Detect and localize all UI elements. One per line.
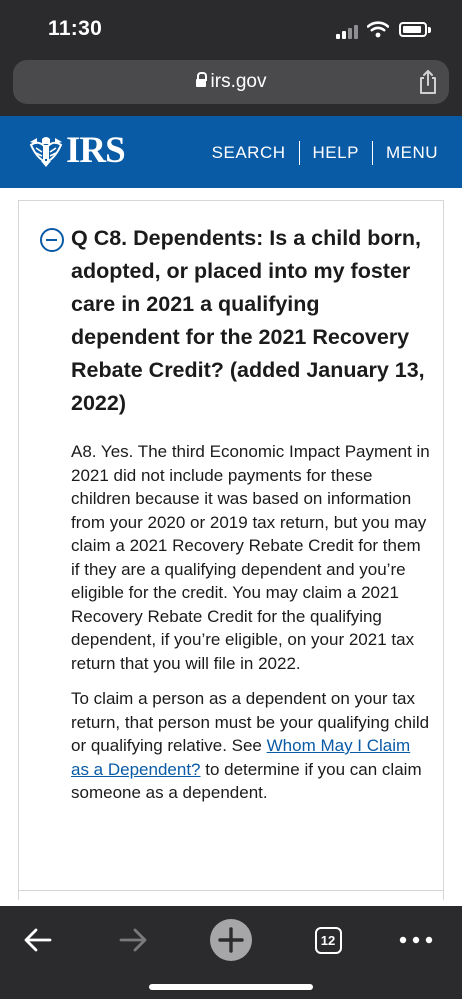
answer-paragraph: A8. Yes. The third Economic Impact Payment in 2021 did not include payments for these children because it was based on information from your 2020 or 2019 tax return, but you may claim a 2021 Recovery Rebate Credit for them if they are a qualifying dependent and you’re eligible for the credit. You may claim a 2021 Recovery Rebate Credit for the qualifying dependent, if you’re eligible, on your 2021 tax return that you will file in 2022. — [71, 442, 430, 673]
collapse-minus-icon[interactable] — [40, 228, 64, 252]
nav-divider — [299, 141, 300, 165]
tabs-button[interactable] — [303, 916, 353, 964]
faq-answer — [71, 440, 431, 817]
new-tab-button[interactable] — [206, 916, 256, 964]
more-button[interactable] — [391, 916, 441, 964]
status-bar — [0, 0, 462, 58]
nav-search-link[interactable]: SEARCH — [211, 143, 286, 162]
address-bar[interactable] — [13, 60, 449, 104]
whom-may-i-claim-link[interactable]: Whom May I Claim as a Dependent? — [71, 736, 411, 779]
lock-icon — [196, 76, 206, 88]
irs-logo[interactable] — [28, 130, 125, 171]
home-indicator — [149, 984, 313, 990]
nav-divider — [372, 141, 373, 165]
url-text: irs.gov — [210, 71, 267, 92]
site-header — [0, 116, 462, 188]
browser-bottom-toolbar — [0, 906, 462, 999]
divider — [18, 890, 444, 891]
battery-icon — [399, 22, 427, 37]
nav-menu-link[interactable]: MENU — [385, 143, 438, 162]
irs-logo-text: IRS — [66, 130, 125, 171]
faq-question-heading[interactable]: Q C8. Dependents: Is a child born, adopted, or placed into my foster care in 2021 a qualifying dependent for the 2021 Recovery Rebate Credit? (added January 13, 2022) — [71, 226, 425, 415]
back-arrow-icon — [23, 927, 53, 953]
eagle-icon — [28, 134, 64, 168]
signal-strength-icon — [336, 23, 360, 39]
nav-help-link[interactable]: HELP — [312, 143, 359, 162]
header-nav — [212, 141, 438, 165]
forward-arrow-icon — [118, 927, 148, 953]
share-icon[interactable] — [417, 69, 439, 95]
tabs-count-icon — [315, 927, 342, 954]
forward-button[interactable] — [108, 916, 158, 964]
wifi-icon — [367, 20, 389, 38]
answer-paragraph: To claim a person as a dependent on your tax return, that person must be your qualifying child or qualifying relative. See Whom May I Claim as a Dependent? to determine if you can claim someone as a dependent. — [71, 689, 430, 802]
status-time: 11:30 — [48, 17, 103, 40]
more-dots-icon — [399, 936, 433, 944]
new-tab-plus-icon — [209, 918, 253, 962]
tab-count: 12 — [320, 932, 336, 948]
browser-toolbar — [0, 58, 462, 116]
back-button[interactable] — [13, 916, 63, 964]
